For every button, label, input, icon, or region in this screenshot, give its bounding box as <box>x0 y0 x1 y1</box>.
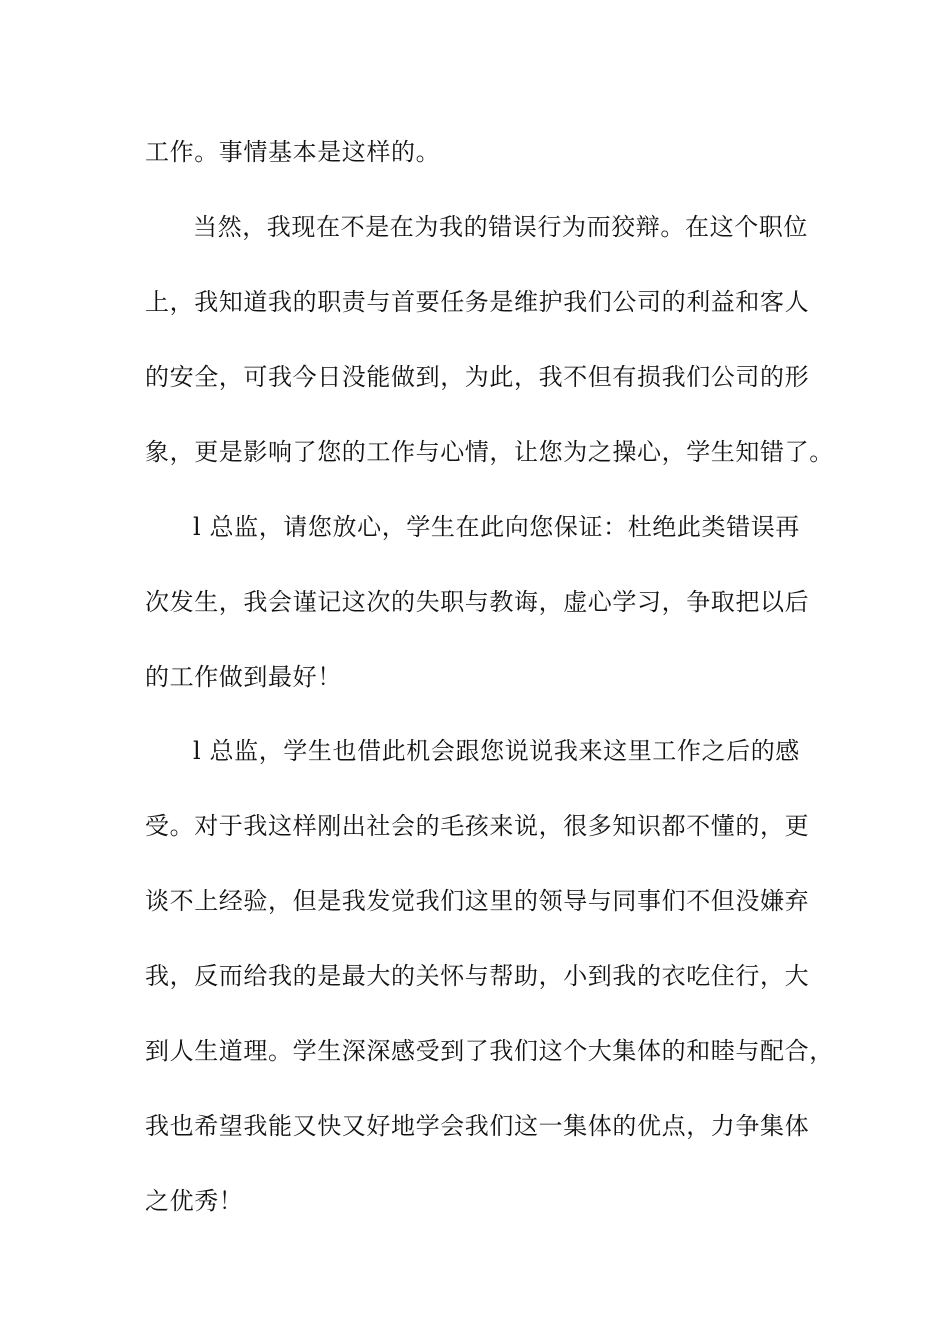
text-line: 我也希望我能又快又好地学会我们这一集体的优点，力争集体 <box>145 1112 810 1140</box>
text-line: 到人生道理。学生深深感受到了我们这个大集体的和睦与配合， <box>145 1037 834 1065</box>
text-line: 之优秀！ <box>145 1187 244 1215</box>
text-line: 我，反而给我的是最大的关怀与帮助，小到我的衣吃住行，大 <box>145 962 810 990</box>
text-line: 象，更是影响了您的工作与心情，让您为之操心，学生知错了。 <box>145 438 834 466</box>
paragraph-start-line: 当然，我现在不是在为我的错误行为而狡辩。在这个职位 <box>193 213 808 241</box>
text-line: 谈不上经验，但是我发觉我们这里的领导与同事们不但没嫌弃 <box>145 887 810 915</box>
paragraph-start-line: l 总监，请您放心，学生在此向您保证：杜绝此类错误再 <box>193 513 800 541</box>
paragraph-start-line: l 总监，学生也借此机会跟您说说我来这里工作之后的感 <box>193 737 800 765</box>
text-line: 的工作做到最好！ <box>145 663 342 691</box>
text-line: 次发生，我会谨记这次的失职与教诲，虚心学习，争取把以后 <box>145 588 810 616</box>
text-line: 工作。事情基本是这样的。 <box>145 138 441 166</box>
text-line: 上，我知道我的职责与首要任务是维护我们公司的利益和客人 <box>145 288 810 316</box>
text-line: 的安全，可我今日没能做到，为此，我不但有损我们公司的形 <box>145 363 810 391</box>
text-line: 受。对于我这样刚出社会的毛孩来说，很多知识都不懂的，更 <box>145 812 810 840</box>
